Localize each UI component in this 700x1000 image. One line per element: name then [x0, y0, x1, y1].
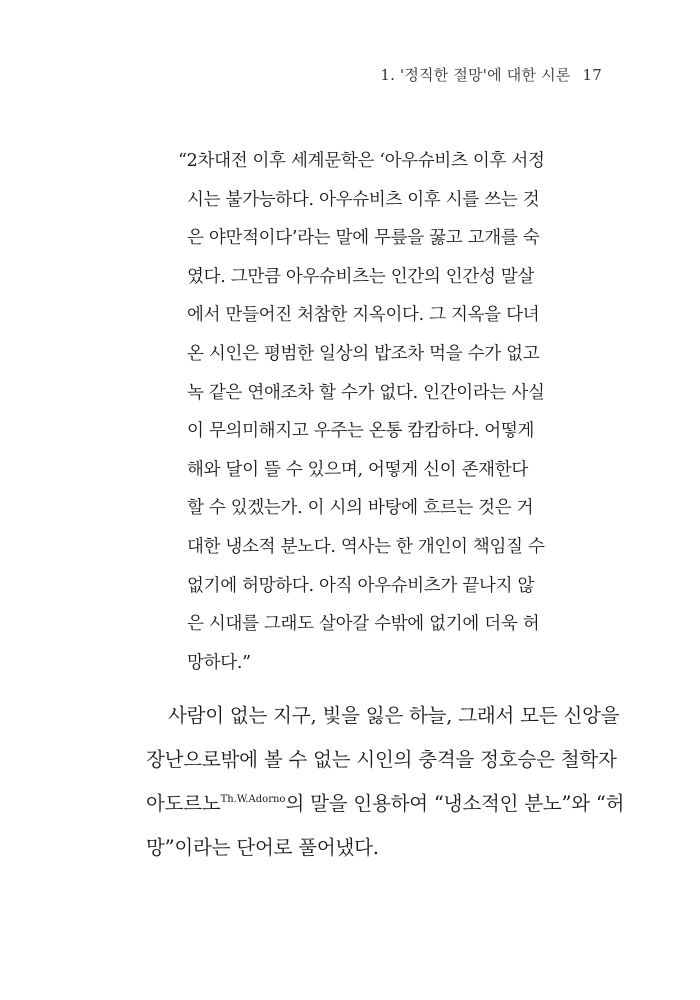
paragraph-line: 망”이라는 단어로 풀어냈다.	[146, 836, 379, 859]
block-quote	[178, 142, 558, 682]
paragraph-line	[146, 782, 625, 826]
paragraph-text: 의 말을 인용하여 “냉소적인 분노”와 “허	[285, 792, 625, 815]
quote-line: 해와 달이 뜰 수 있으며, 어떻게 신이 존재한다	[187, 459, 528, 480]
adorno-name: 아도르노	[146, 792, 221, 815]
adorno-original-name: Th.W.Adorno	[220, 794, 286, 805]
quote-line: 할 수 있겠는가. 이 시의 바탕에 흐르는 것은 거	[187, 498, 534, 519]
body-paragraph	[146, 694, 625, 870]
quote-line: 대한 냉소적 분노다. 역사는 한 개인이 책임질 수	[187, 536, 545, 557]
quote-line: 망하다.”	[187, 652, 251, 673]
paragraph-line: 장난으로밖에 볼 수 없는 시인의 충격을 정호승은 철학자	[146, 748, 617, 771]
quote-line: 은 시대를 그래도 살아갈 수밖에 없기에 더욱 허	[187, 614, 540, 635]
quote-line: 에서 만들어진 처참한 지옥이다. 그 지옥을 다녀	[187, 305, 540, 326]
quote-line: 였다. 그만큼 아우슈비츠는 인간의 인간성 말살	[187, 266, 535, 287]
quote-line: “2차대전 이후 세계문학은 ‘아우슈비츠 이후 서정	[178, 151, 545, 171]
chapter-title: 1. '정직한 절망'에 대한 시론	[380, 66, 571, 84]
paragraph-line: 사람이 없는 지구, 빛을 잃은 하늘, 그래서 모든 신앙을	[168, 704, 620, 727]
page-number: 17	[582, 66, 602, 84]
quote-line: 은 야만적이다’라는 말에 무릎을 꿇고 고개를 숙	[187, 228, 540, 249]
quote-line: 시는 불가능하다. 아우슈비츠 이후 시를 쓰는 것	[187, 189, 540, 210]
quote-line: 온 시인은 평범한 일상의 밥조차 먹을 수가 없고	[187, 343, 540, 364]
running-header	[380, 64, 602, 85]
quote-line: 녹 같은 연애조차 할 수가 없다. 인간이라는 사실	[187, 382, 545, 403]
quote-line: 이 무의미해지고 우주는 온통 캄캄하다. 어떻게	[187, 421, 535, 442]
quote-line: 없기에 허망하다. 아직 아우슈비츠가 끝나지 않	[187, 575, 535, 596]
